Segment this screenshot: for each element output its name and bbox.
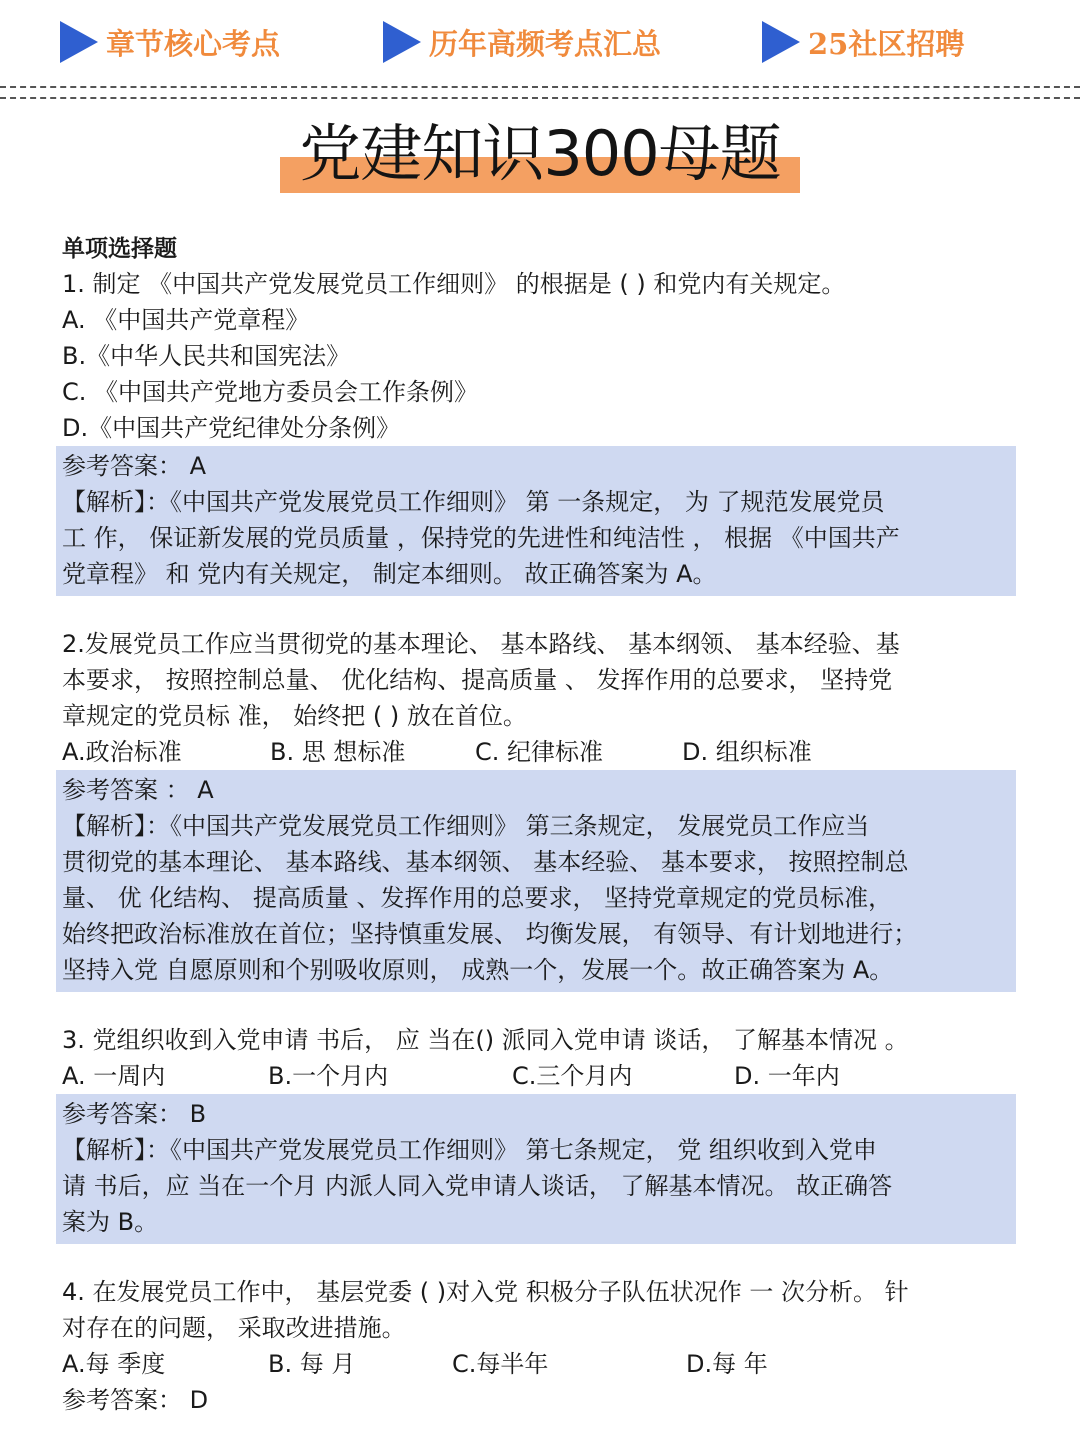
top-nav xyxy=(0,0,1080,86)
nav-item-label: 历年高频考点汇总 xyxy=(429,26,662,61)
nav-item-label: 章节核心考点 xyxy=(106,26,281,61)
option-d: D. 组织标准 xyxy=(682,738,812,766)
option-a: A.政治标准 xyxy=(62,738,182,766)
answer-text: 参考答案 ： A xyxy=(62,776,214,804)
analysis-line: 【解析】：《中国共产党发展党员工作细则》 第三条规定， 发展党员工作应当 xyxy=(62,812,870,840)
page-title: 党建知识300母题 xyxy=(299,117,781,190)
answer-text: 参考答案： D xyxy=(62,1386,209,1414)
option-a: A. 《中国共产党章程》 xyxy=(62,306,310,334)
question-3 xyxy=(62,1022,1022,1244)
option-b: B. 每 月 xyxy=(268,1350,356,1378)
option-c: C.每半年 xyxy=(452,1350,549,1378)
answer-text: 参考答案： A xyxy=(62,452,207,480)
option-a: A. 一周内 xyxy=(62,1062,166,1090)
question-list xyxy=(62,232,1022,1418)
question-4 xyxy=(62,1274,1022,1418)
analysis-line: 请 书后，应 当在一个月 内派人同入党申请人谈话， 了解基本情况。 故正确答 xyxy=(62,1172,893,1200)
nav-item-community-recruit[interactable] xyxy=(762,18,964,66)
option-b: B.《中华人民共和国宪法》 xyxy=(62,342,351,370)
question-2 xyxy=(62,626,1022,992)
option-d: D.《中国共产党纪律处分条例》 xyxy=(62,414,401,442)
section-title: 单项选择题 xyxy=(62,236,177,262)
analysis-line: 量、 优 化结构、 提高质量 、发挥作用的总要求， 坚持党章规定的党员标准， xyxy=(62,884,893,912)
analysis-line: 始终把政治标准放在首位；坚持慎重发展、 均衡发展， 有领导、有计划地进行； xyxy=(62,920,918,948)
option-c: C. 《中国共产党地方委员会工作条例》 xyxy=(62,378,479,406)
answer-box xyxy=(56,770,1016,992)
play-arrow-icon xyxy=(60,21,98,63)
option-c: C.三个月内 xyxy=(512,1062,633,1090)
analysis-line: 贯彻党的基本理论、 基本路线、基本纲领、 基本经验、 基本要求， 按照控制总 xyxy=(62,848,909,876)
nav-item-label: 25社区招聘 xyxy=(808,26,965,61)
analysis-line: 党章程》 和 党内有关规定， 制定本细则。 故正确答案为 A。 xyxy=(62,560,717,588)
analysis-line: 【解析】：《中国共产党发展党员工作细则》 第七条规定， 党 组织收到入党申 xyxy=(62,1136,877,1164)
nav-item-high-frequency[interactable] xyxy=(383,18,661,66)
answer-box xyxy=(56,1094,1016,1244)
play-arrow-icon xyxy=(383,21,421,63)
question-text-line: 章规定的党员标 准， 始终把 ( ) 放在首位。 xyxy=(62,702,527,730)
option-b: B. 思 想标准 xyxy=(270,738,406,766)
options-row xyxy=(62,734,1022,770)
divider xyxy=(0,97,1080,99)
divider xyxy=(0,86,1080,88)
option-d: D.每 年 xyxy=(686,1350,768,1378)
question-text-line: 本要求， 按照控制总量、 优化结构、提高质量 、 发挥作用的总要求， 坚持党 xyxy=(62,666,893,694)
answer-text: 参考答案： B xyxy=(62,1100,207,1128)
play-arrow-icon xyxy=(762,21,800,63)
option-d: D. 一年内 xyxy=(734,1062,840,1090)
question-text: 3. 党组织收到入党申请 书后， 应 当在() 派同入党申请 谈话， 了解基本情况 。 xyxy=(62,1026,909,1054)
option-c: C. 纪律标准 xyxy=(475,738,604,766)
analysis-line: 案为 B。 xyxy=(62,1208,159,1236)
question-text-line: 对存在的问题， 采取改进措施。 xyxy=(62,1314,406,1342)
analysis-line: 【解析】：《中国共产党发展党员工作细则》 第 一条规定， 为 了规范发展党员 xyxy=(62,488,885,516)
question-text-line: 4. 在发展党员工作中， 基层党委 ( )对入党 积极分子队伍状况作 一 次分析。 针 xyxy=(62,1278,909,1306)
options-row xyxy=(62,1058,1022,1094)
options-row xyxy=(62,1346,1022,1382)
answer-box xyxy=(56,446,1016,596)
page-title-block xyxy=(0,112,1080,202)
question-1 xyxy=(62,266,1022,596)
question-text-line: 2.发展党员工作应当贯彻党的基本理论、 基本路线、 基本纲领、 基本经验、基 xyxy=(62,630,900,658)
nav-item-chapter-core[interactable] xyxy=(60,18,280,66)
analysis-line: 坚持入党 自愿原则和个别吸收原则， 成熟一个，发展一个。故正确答案为 A。 xyxy=(62,956,894,984)
option-a: A.每 季度 xyxy=(62,1350,166,1378)
option-b: B.一个月内 xyxy=(268,1062,389,1090)
question-text: 1. 制定 《中国共产党发展党员工作细则》 的根据是 ( ) 和党内有关规定。 xyxy=(62,270,846,298)
analysis-line: 工 作， 保证新发展的党员质量 ，保持党的先进性和纯洁性 ， 根据 《中国共产 xyxy=(62,524,900,552)
